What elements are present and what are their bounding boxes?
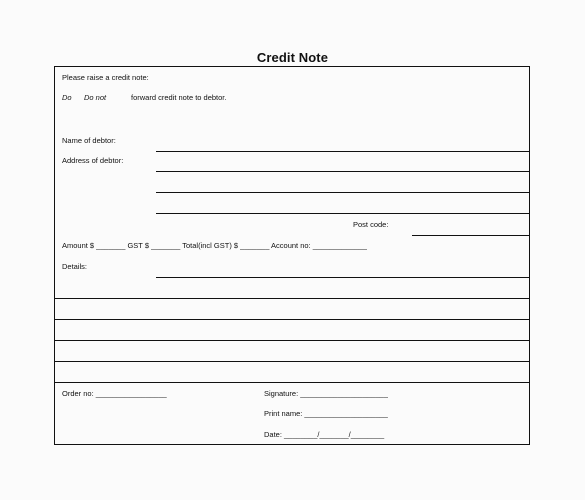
amount-gst-total-account-row[interactable]: Amount $ _______ GST $ _______ Total(incl GST) $ _______ Account no: _____________ bbox=[62, 241, 367, 250]
details-line-1[interactable] bbox=[156, 277, 529, 278]
print-name-field[interactable]: Print name: ____________________ bbox=[264, 409, 388, 418]
debtor-name-line[interactable] bbox=[156, 151, 529, 152]
do-option[interactable]: Do bbox=[62, 93, 72, 102]
order-number-field[interactable]: Order no: _________________ bbox=[62, 389, 167, 398]
postcode-label: Post code: bbox=[353, 220, 389, 229]
details-line-3[interactable] bbox=[55, 319, 529, 320]
forward-to-debtor-label: forward credit note to debtor. bbox=[131, 93, 227, 102]
address-line-3[interactable] bbox=[156, 213, 529, 214]
date-field[interactable]: Date: ________/_______/________ bbox=[264, 430, 385, 439]
signature-field[interactable]: Signature: _____________________ bbox=[264, 389, 388, 398]
document-title: Credit Note bbox=[256, 50, 329, 65]
debtor-address-label: Address of debtor: bbox=[62, 156, 124, 165]
do-not-option[interactable]: Do not bbox=[84, 93, 107, 102]
credit-note-form bbox=[54, 66, 530, 445]
footer-divider bbox=[55, 382, 529, 383]
raise-credit-note-label: Please raise a credit note: bbox=[62, 73, 149, 82]
debtor-name-label: Name of debtor: bbox=[62, 136, 116, 145]
address-line-1[interactable] bbox=[156, 171, 529, 172]
details-line-5[interactable] bbox=[55, 361, 529, 362]
postcode-line[interactable] bbox=[412, 235, 529, 236]
address-line-2[interactable] bbox=[156, 192, 529, 193]
details-line-2[interactable] bbox=[55, 298, 529, 299]
details-line-4[interactable] bbox=[55, 340, 529, 341]
details-label: Details: bbox=[62, 262, 88, 271]
